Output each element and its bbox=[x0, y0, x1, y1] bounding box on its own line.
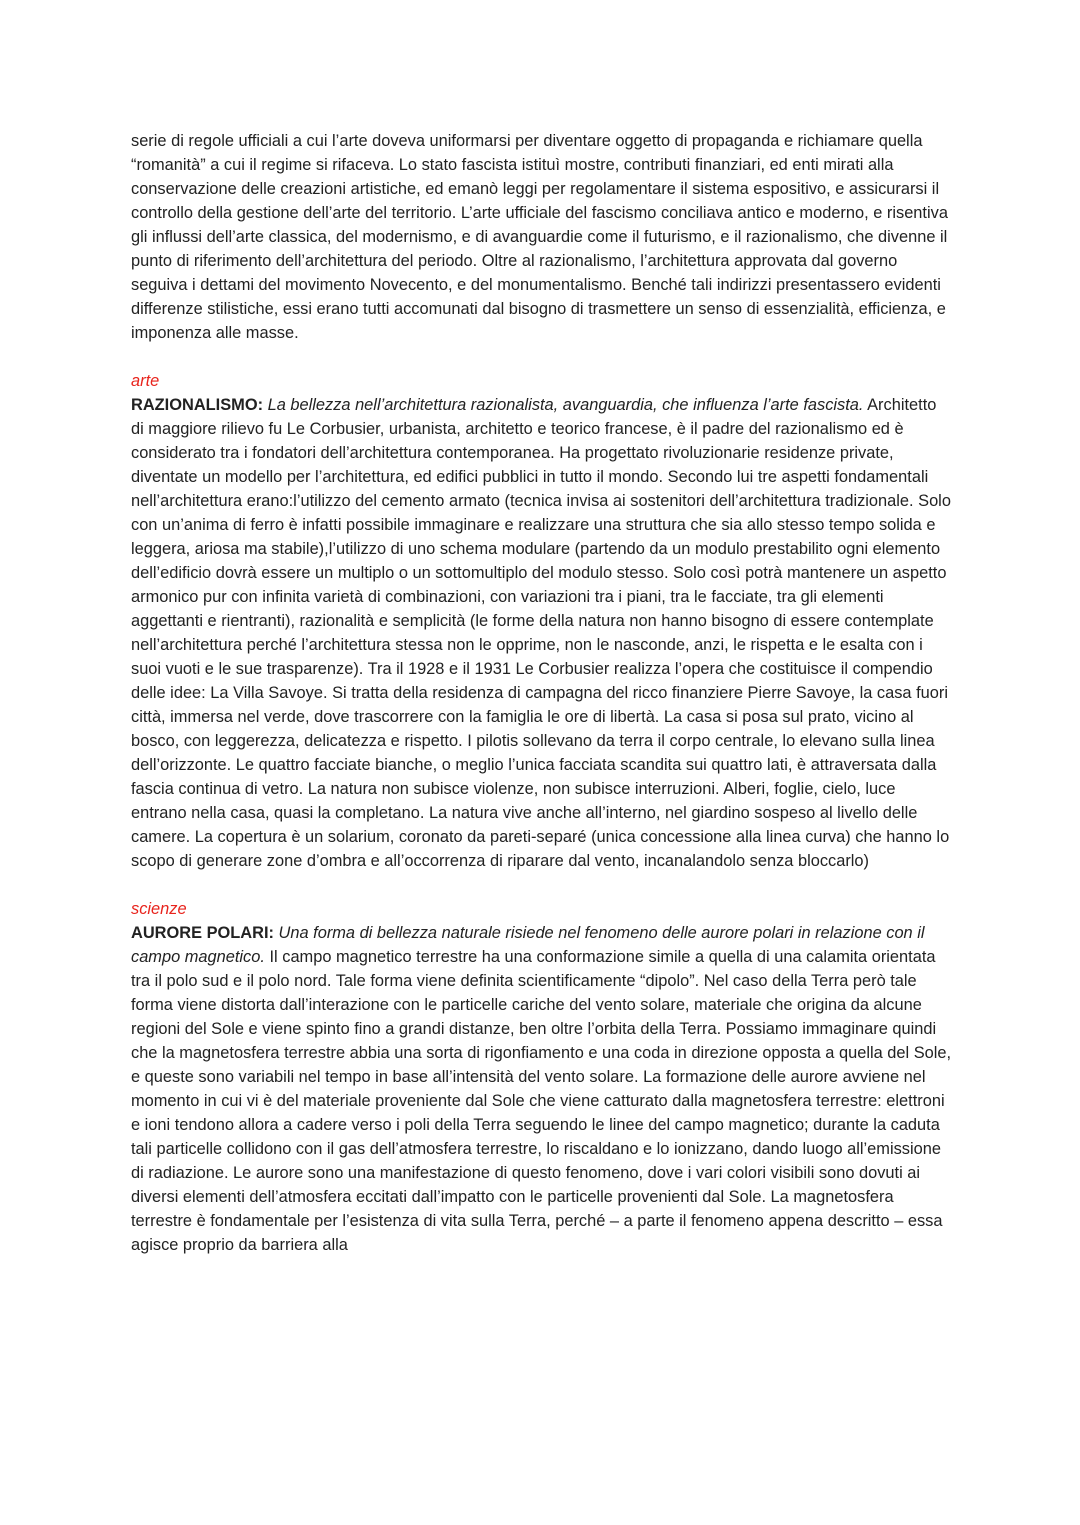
aurore-lead: Una forma di bellezza naturale risiede nel fenomeno delle aurore polari in relazione con il campo magnetico. bbox=[131, 924, 925, 966]
aurore-heading: AURORE POLARI: bbox=[131, 924, 274, 942]
razionalismo-heading: RAZIONALISMO: bbox=[131, 396, 264, 414]
aurore-paragraph bbox=[131, 921, 953, 1257]
paragraph-gap bbox=[131, 873, 953, 897]
section-tag-arte: arte bbox=[131, 372, 160, 390]
razionalismo-body: Architetto di maggiore rilievo fu Le Corbusier, urbanista, architetto e teorico francese, è il padre del razionalismo ed è considerato tra i fondatori dell’architettura contemporanea. Ha progettato rivoluzionarie residenze private, diventate un modello per l’architettura, ed edifici pubblici in tutto il mondo. Secondo lui tre aspetti fondamentali nell’architettura erano:l’utilizzo del cemento armato (tecnica invisa ai sostenitori dell’architettura tradizionale. Solo con un’anima di ferro è infatti possibile immaginare e realizzare una struttura che sia allo stesso tempo solida e leggera, ariosa ma stabile),l’utilizzo di uno schema modulare (partendo da un modulo prestabilito ogni elemento dell’edificio dovrà essere un multiplo o un sottomultiplo del modulo stesso. Solo così potrà mantenere un aspetto armonico pur con infinita varietà di combinazioni, con variazioni tra i piani, tra le facciate, tra gli elementi aggettanti e rientranti), razionalità e semplicità (le forme della natura non hanno bisogno di essere contemplate nell’architettura perché l’architettura stessa non le opprime, non le nasconde, anzi, le rispetta e le esalta con i suoi vuoti e le sue trasparenze). Tra il 1928 e il 1931 Le Corbusier realizza l’opera che costituisce il compendio delle idee: La Villa Savoye. Si tratta della residenza di campagna del ricco finanziere Pierre Savoye, la casa fuori città, immersa nel verde, dove trascorrere con la famiglia le ore di libertà. La casa si posa sul prato, vicino al bosco, con leggerezza, delicatezza e rispetto. I pilotis sollevano da terra il corpo centrale, lo elevano sulla linea dell’orizzonte. Le quattro facciate bianche, o meglio l’unica facciata scandita sui quattro lati, è attraversata dalla fascia continua di vetro. La natura non subisce violenze, non subisce interruzioni. Alberi, foglie, cielo, luce entrano nella casa, quasi la completano. La natura vive anche all’interno, nel giardino sospeso al livello delle camere. La copertura è un solarium, coronato da pareti-separé (unica concessione alla linea curva) che hanno lo scopo di generare zone d’ombra e all’occorrenza di riparare dal vento, incanalandolo senza bloccarlo) bbox=[131, 396, 951, 870]
razionalismo-lead: La bellezza nell’architettura razionalista, avanguardia, che influenza l’arte fascista. bbox=[267, 396, 864, 414]
paragraph-gap bbox=[131, 345, 953, 369]
document-page bbox=[131, 129, 953, 1257]
section-tag-scienze: scienze bbox=[131, 900, 187, 918]
aurore-body: Il campo magnetico terrestre ha una conformazione simile a quella di una calamita orientata tra il polo sud e il polo nord. Tale forma viene definita scientificamente “dipolo”. Nel caso della Terra però tale forma viene distorta dall’interazione con le particelle cariche del vento solare, materiale che origina da alcune regioni del Sole e viene spinto fino a grandi distanze, ben oltre l’orbita della Terra. Possiamo immaginare quindi che la magnetosfera terrestre abbia una sorta di rigonfiamento e una coda in direzione opposta a quella del Sole, e queste sono variabili nel tempo in base all’intensità del vento solare. La formazione delle aurore avviene nel momento in cui vi è del materiale proveniente dal Sole che viene catturato dalla magnetosfera terrestre: elettroni e ioni tendono allora a cadere verso i poli della Terra seguendo le linee del campo magnetico; durante la caduta tali particelle collidono con il gas dell’atmosfera terrestre, lo riscaldano e lo ionizzano, dando luogo all’emissione di radiazione. Le aurore sono una manifestazione di questo fenomeno, dove i vari colori visibili sono dovuti ai diversi elementi dell’atmosfera eccitati dall’impatto con le particelle provenienti dal Sole. La magnetosfera terrestre è fondamentale per l’esistenza di vita sulla Terra, perché – a parte il fenomeno appena descritto – essa agisce proprio da barriera alla bbox=[131, 948, 952, 1254]
razionalismo-paragraph bbox=[131, 393, 953, 873]
intro-paragraph: serie di regole ufficiali a cui l’arte doveva uniformarsi per diventare oggetto di propaganda e richiamare quella “romanità” a cui il regime si rifaceva. Lo stato fascista istituì mostre, contributi finanziari, ed enti mirati alla conservazione delle creazioni artistiche, ed emanò leggi per regolamentare il sistema espositivo, e assicurarsi il controllo della gestione dell’arte del territorio. L’arte ufficiale del fascismo conciliava antico e moderno, e risentiva gli influssi dell’arte classica, del modernismo, e di avanguardie come il futurismo, e il razionalismo, che divenne il punto di riferimento dell’architettura del periodo. Oltre al razionalismo, l’architettura approvata dal governo seguiva i dettami del movimento Novecento, e del monumentalismo. Benché tali indirizzi presentassero evidenti differenze stilistiche, essi erano tutti accomunati dal bisogno di trasmettere un senso di essenzialità, efficienza, e imponenza alle masse. bbox=[131, 132, 948, 342]
